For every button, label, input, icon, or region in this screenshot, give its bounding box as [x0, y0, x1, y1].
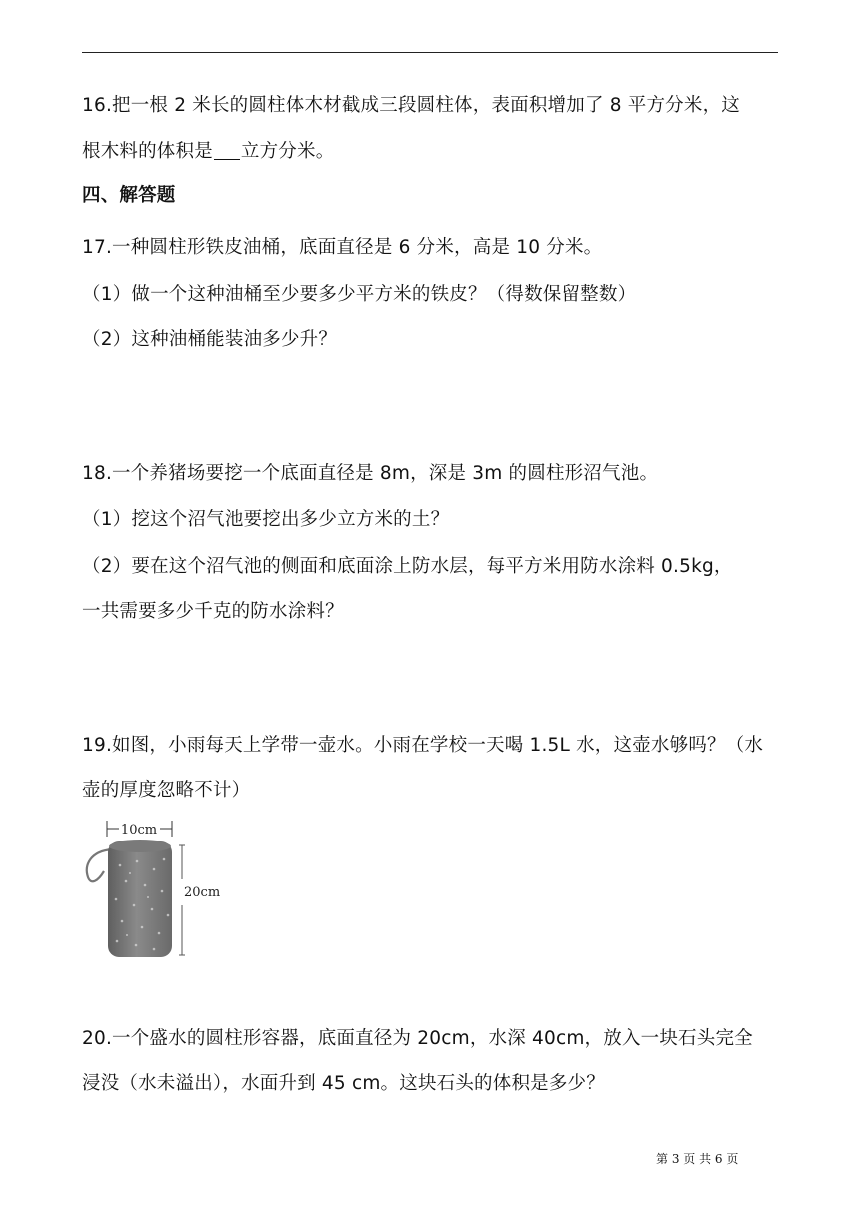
q18-stem: 18.一个养猪场要挖一个底面直径是 8m，深是 3m 的圆柱形沼气池。 — [82, 463, 659, 484]
height-label: 20cm — [184, 885, 221, 900]
q20-line1: 20.一个盛水的圆柱形容器，底面直径为 20cm，水深 40cm，放入一块石头完全 — [82, 1028, 753, 1049]
q20-line2: 浸没（水未溢出），水面升到 45 cm。这块石头的体积是多少？ — [82, 1073, 605, 1094]
bottle-body — [108, 841, 172, 957]
height-dimension — [179, 845, 220, 955]
q17-stem: 17.一种圆柱形铁皮油桶，底面直径是 6 分米，高是 10 分米。 — [82, 237, 603, 258]
answer-blank — [214, 141, 240, 160]
q18-part2-line1: （2）要在这个沼气池的侧面和底面涂上防水层，每平方米用防水涂料 0.5kg， — [82, 556, 733, 577]
q16-line1: 16.把一根 2 米长的圆柱体木材截成三段圆柱体，表面积增加了 8 平方分米，这 — [82, 95, 740, 116]
q16-line2-before: 根木料的体积是 — [82, 141, 213, 162]
q16-line2 — [82, 140, 334, 164]
q17-part2: （2）这种油桶能装油多少升？ — [82, 329, 338, 350]
page-number: 第 3 页 共 6 页 — [656, 1152, 739, 1166]
q18-part1: （1）挖这个沼气池要挖出多少立方米的土？ — [82, 509, 450, 530]
q19-line2: 壶的厚度忽略不计） — [82, 780, 251, 801]
q16-line2-after: 立方分米。 — [240, 141, 335, 162]
header-rule — [82, 52, 778, 53]
diameter-dimension — [107, 821, 172, 838]
bottle-top — [109, 840, 171, 852]
q17-part1: （1）做一个这种油桶至少要多少平方米的铁皮？（得数保留整数） — [82, 284, 637, 305]
water-bottle-figure — [82, 815, 221, 965]
q19-line1: 19.如图，小雨每天上学带一壶水。小雨在学校一天喝 1.5L 水，这壶水够吗？（水 — [82, 735, 764, 756]
section-heading: 四、解答题 — [82, 185, 176, 206]
diameter-label: 10cm — [120, 823, 158, 838]
q18-part2-line2: 一共需要多少千克的防水涂料？ — [82, 601, 344, 622]
